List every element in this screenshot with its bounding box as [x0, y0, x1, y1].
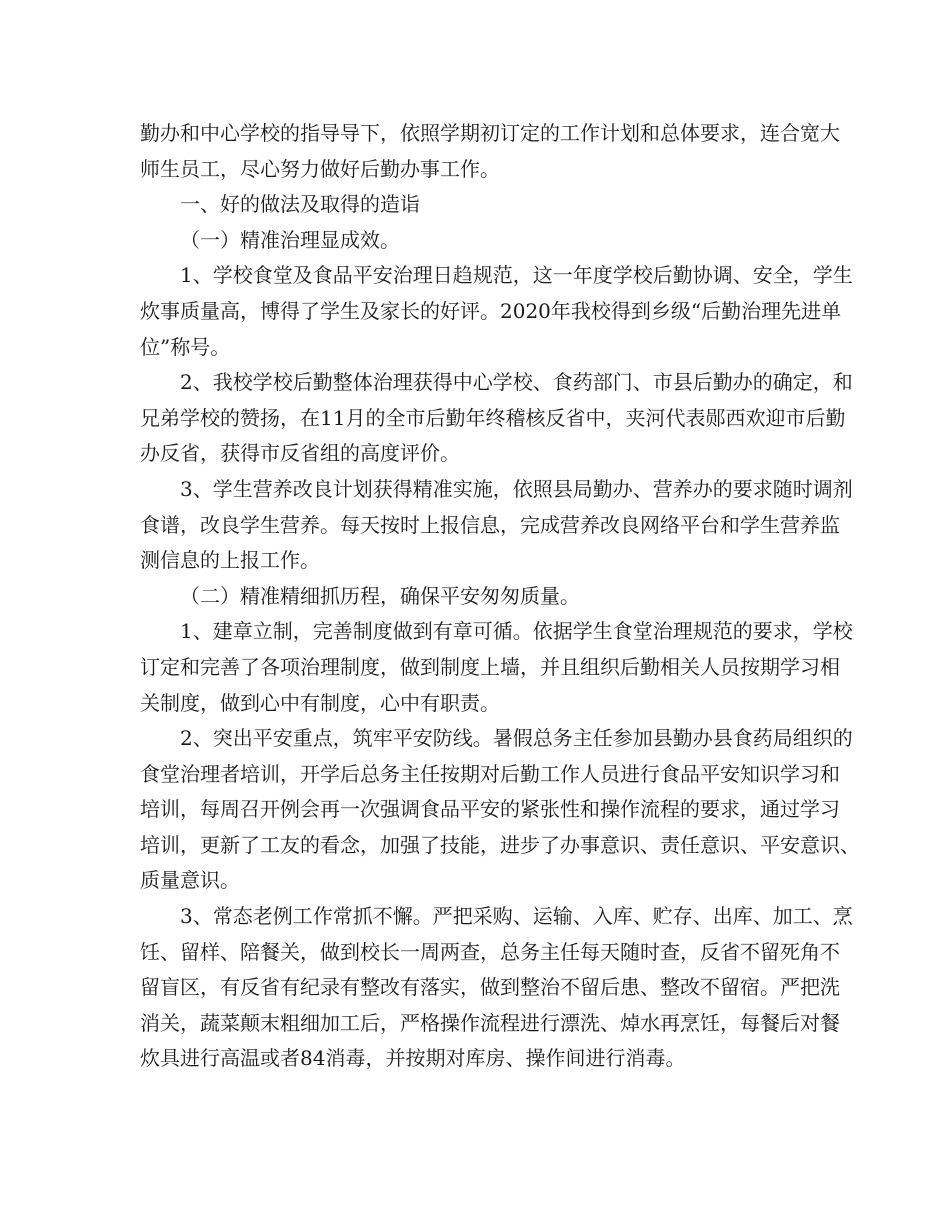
document-text-line: 2、突出平安重点，筑牢平安防线。暑假总务主任参加县勤办县食药局组织的 [180, 726, 853, 751]
document-text-line: 3、学生营养改良计划获得精准实施，依照县局勤办、营养办的要求随时调剂 [180, 476, 853, 501]
document-text-line: 消关，蔬菜颠末粗细加工后，严格操作流程进行漂洗、焯水再烹饪，每餐后对餐 [140, 1010, 840, 1035]
document-text-line: 食堂治理者培训，开学后总务主任按期对后勤工作人员进行食品平安知识学习和 [140, 761, 840, 786]
document-text-line: 食谱，改良学生营养。每天按时上报信息，完成营养改良网络平台和学生营养监 [140, 512, 840, 537]
document-text-line: （一）精准治理显成效。 [180, 227, 400, 252]
document-text-line: 炊具进行高温或者84消毒，并按期对库房、操作间进行消毒。 [140, 1046, 686, 1071]
document-text-line: 测信息的上报工作。 [140, 548, 320, 573]
document-text-line: 办反省，获得市反省组的高度评价。 [140, 441, 460, 466]
document-text-line: 留盲区，有反省有纪录有整改有落实，做到整治不留后患、整改不留宿。严把洗 [140, 975, 840, 1000]
document-text-line: 兄弟学校的赞扬，在11月的全市后勤年终稽核反省中，夹河代表郧西欢迎市后勤 [140, 405, 846, 430]
document-text-line: 1、建章立制，完善制度做到有章可循。依据学生食堂治理规范的要求，学校 [180, 619, 853, 644]
document-text-line: 订定和完善了各项治理制度，做到制度上墙，并且组织后勤相关人员按期学习相 [140, 654, 840, 679]
document-text-line: 2、我校学校后勤整体治理获得中心学校、食药部门、市县后勤办的确定，和 [180, 370, 853, 395]
document-page [140, 116, 860, 1077]
document-text-line: 炊事质量高，博得了学生及家长的好评。2020年我校得到乡级“后勤治理先进单 [140, 298, 842, 323]
document-text-line: 勤办和中心学校的指导导下，依照学期初订定的工作计划和总体要求，连合宽大 [140, 121, 840, 145]
document-text-line: 关制度，做到心中有制度，心中有职责。 [140, 690, 500, 715]
document-text-line: （二）精准精细抓历程，确保平安匆匆质量。 [180, 583, 580, 608]
document-text-line: 饪、留样、陪餐关，做到校长一周两查，总务主任每天随时查，反省不留死角不 [140, 939, 840, 964]
document-text-line: 质量意识。 [140, 868, 240, 893]
document-text-line: 1、学校食堂及食品平安治理日趋规范，这一年度学校后勤协调、安全，学生 [180, 263, 853, 288]
document-text-line: 位”称号。 [140, 334, 231, 359]
document-text-line: 培训，更新了工友的看念，加强了技能，进步了办事意识、责任意识、平安意识、 [140, 832, 860, 857]
document-text-line: 培训，每周召开例会再一次强调食品平安的紧张性和操作流程的要求，通过学习 [140, 797, 840, 822]
document-text-line: 一、好的做法及取得的造诣 [180, 192, 420, 217]
document-text-line: 师生员工，尽心努力做好后勤办事工作。 [140, 156, 500, 181]
document-text-line: 3、常态老例工作常抓不懈。严把采购、运输、入库、贮存、出库、加工、烹 [180, 904, 853, 929]
